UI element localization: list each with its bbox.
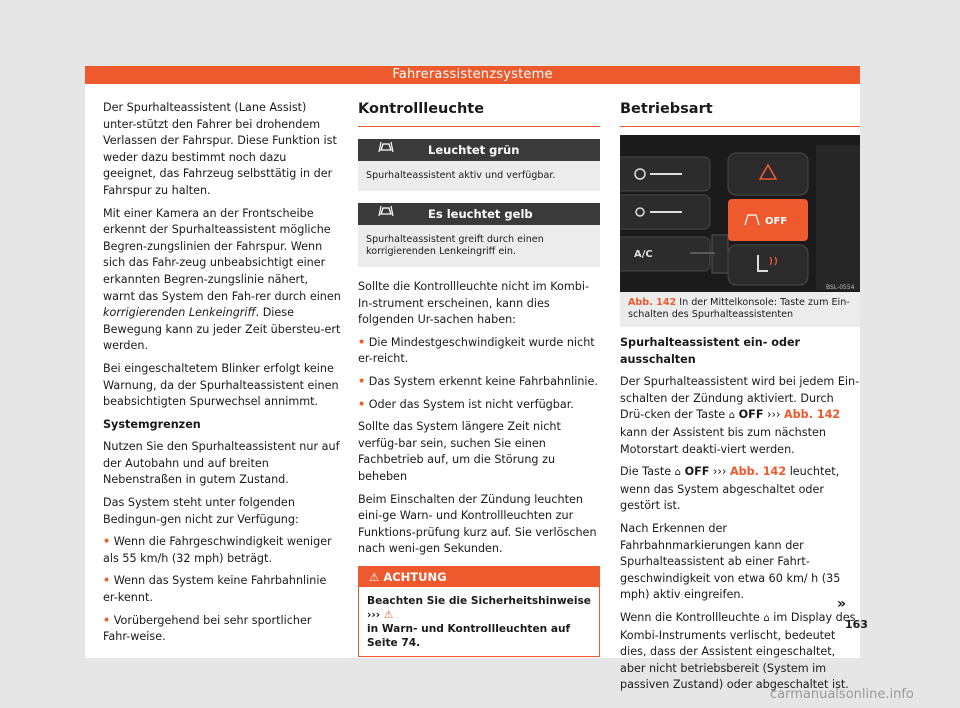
column-mode <box>620 100 860 700</box>
warning-box <box>358 566 600 657</box>
lane-assist-icon: ⌂ <box>763 612 770 624</box>
column-intro <box>103 100 341 652</box>
page-number: 163 <box>845 618 868 631</box>
intro-paragraph: Der Spurhalteassistent (Lane Assist) unter-stützt den Fahrer bei drohendem Verlassen der Fahrspur. Diese Funktion ist weder dazu bestimmt noch dazu geeignet, das Fahrzeug selbsttätig in der Fahrspur zu halten. <box>103 101 337 197</box>
limits-heading: Systemgrenzen <box>103 417 201 431</box>
blinker-paragraph: Bei eingeschaltetem Blinker erfolgt keine Warnung, da der Spurhalteassistent einen beabsichtigten Spurwechsel annimmt. <box>103 361 339 409</box>
list-item: • Die Mindestgeschwindigkeit wurde nicht er-reicht. <box>358 335 595 366</box>
limits-paragraph: Nutzen Sie den Spurhalteassistent nur auf der Autobahn und auf breiten Nebenstraßen in gutem Zustand. <box>103 440 340 487</box>
console-photo <box>620 135 860 292</box>
ac-label: A/C <box>634 249 653 260</box>
figure-reference-link[interactable]: Abb. 142 <box>729 465 787 479</box>
continue-marker: » <box>837 596 847 612</box>
lane-assist-icon <box>376 139 396 161</box>
subheading-toggle: Spurhalteassistent ein- oder ausschalten <box>620 336 801 366</box>
lamp-green-header: Leuchtet grün <box>358 139 600 161</box>
warning-triangle-icon: ⚠ <box>369 569 380 584</box>
figure-caption: Abb. 142 In der Mittelkonsole: Taste zum Ein-schalten des Spurhalteassistenten <box>620 292 860 327</box>
watermark: carmanualsonline.info <box>770 687 914 702</box>
list-item: • Vorübergehend bei sehr sportlicher Fahr-weise. <box>103 613 312 644</box>
figure-label: Abb. 142 <box>628 297 677 308</box>
section-title-betriebsart: Betriebsart <box>620 100 860 127</box>
emphasis-lenkeingriff: korrigierenden Lenkeingriff <box>103 306 256 320</box>
lamp-yellow-description: Spurhalteassistent greift durch einen korrigierenden Lenkeingriff ein. <box>358 225 600 267</box>
off-label: OFF <box>765 216 788 227</box>
list-item: • Oder das System ist nicht verfügbar. <box>358 397 574 411</box>
list-item: • Das System erkennt keine Fahrbahnlinie. <box>358 374 598 388</box>
figure-code: BSL-0554 <box>826 284 855 291</box>
service-paragraph: Sollte das System längere Zeit nicht verfüg-bar sein, suchen Sie einen Fachbetrieb auf, um die Störung zu beheben <box>358 420 561 483</box>
lane-assist-icon: ⌂ <box>728 410 736 422</box>
lamp-green-description: Spurhalteassistent aktiv und verfügbar. <box>358 161 600 191</box>
warning-triangle-icon: ⚠ <box>383 608 394 621</box>
display-paragraph: Wenn die Kontrollleuchte ⌂ im Display des Kombi-Instruments verlischt, bedeutet dies, dass der Assistent eingeschaltet, aber nicht betriebsbereit (System im passiven Zustand) oder abgeschaltet ist. <box>620 610 856 692</box>
warning-text: Beachten Sie die Sicherheitshinweise ››› ⚠ in Warn- und Kontrollleuchten auf Seite 74. <box>367 594 591 649</box>
speed-paragraph: Nach Erkennen der Fahrbahnmarkierungen kann der Spurhalteassistent ab einer Fahrt-geschwindigkeit von etwa 60 km/ h (35 mph) aktiv eingreifen. <box>620 521 841 602</box>
console-illustration <box>620 135 860 292</box>
conditions-paragraph: Das System steht unter folgenden Bedingun-gen nicht zur Verfügung: <box>103 496 299 526</box>
missing-lamp-paragraph: Sollte die Kontrollleuchte nicht im Kombi-In-strument erscheinen, kann dies folgenden Ur-sachen haben: <box>358 280 590 327</box>
button-lit-paragraph: Die Taste ⌂ OFF ››› Abb. 142 leuchtet, wenn das System abgeschaltet oder gestört ist. <box>620 465 840 513</box>
section-title-kontrollleuchte: Kontrollleuchte <box>358 100 600 127</box>
list-item: • Wenn die Fahrgeschwindigkeit weniger als 55 km/h (32 mph) beträgt. <box>103 535 332 565</box>
lane-assist-icon <box>376 203 396 225</box>
warning-header: ⚠ ACHTUNG <box>359 567 599 587</box>
camera-paragraph: Mit einer Kamera an der Frontscheibe erkennt der Spurhalteassistent mögliche Begren-zungslinien der Fahrspur. Wenn sich das Fahr-zeug unbeabsichtigt einer erkannten Begren-zungslinie nähert, warnt das System den Fah-rer durch einen korrigierenden Lenkeingriff. Diese Bewegung kann zu jeder Zeit übersteu-ert werden. <box>103 206 341 353</box>
list-item: • Wenn das System keine Fahrbahnlinie er-kennt. <box>103 574 327 605</box>
lane-assist-icon: ⌂ <box>674 467 682 479</box>
manual-page <box>85 66 868 692</box>
figure-reference-link[interactable]: Abb. 142 <box>784 408 841 422</box>
lamp-yellow-header: Es leuchtet gelb <box>358 203 600 225</box>
ignition-paragraph: Beim Einschalten der Zündung leuchten eini-ge Warn- und Kontrollleuchten zur Funktions-prüfung kurz auf. Sie verlöschen nach weni-gen Sekunden. <box>358 492 597 556</box>
column-indicator <box>358 100 600 657</box>
chapter-header: Fahrerassistenzsysteme <box>85 66 860 84</box>
toggle-paragraph: Der Spurhalteassistent wird bei jedem Ein-schalten der Zündung aktiviert. Durch Drü-cken der Taste ⌂ OFF ››› Abb. 142 kann der Assistent bis zum nächsten Motorstart deakti-viert werden. <box>620 375 860 456</box>
